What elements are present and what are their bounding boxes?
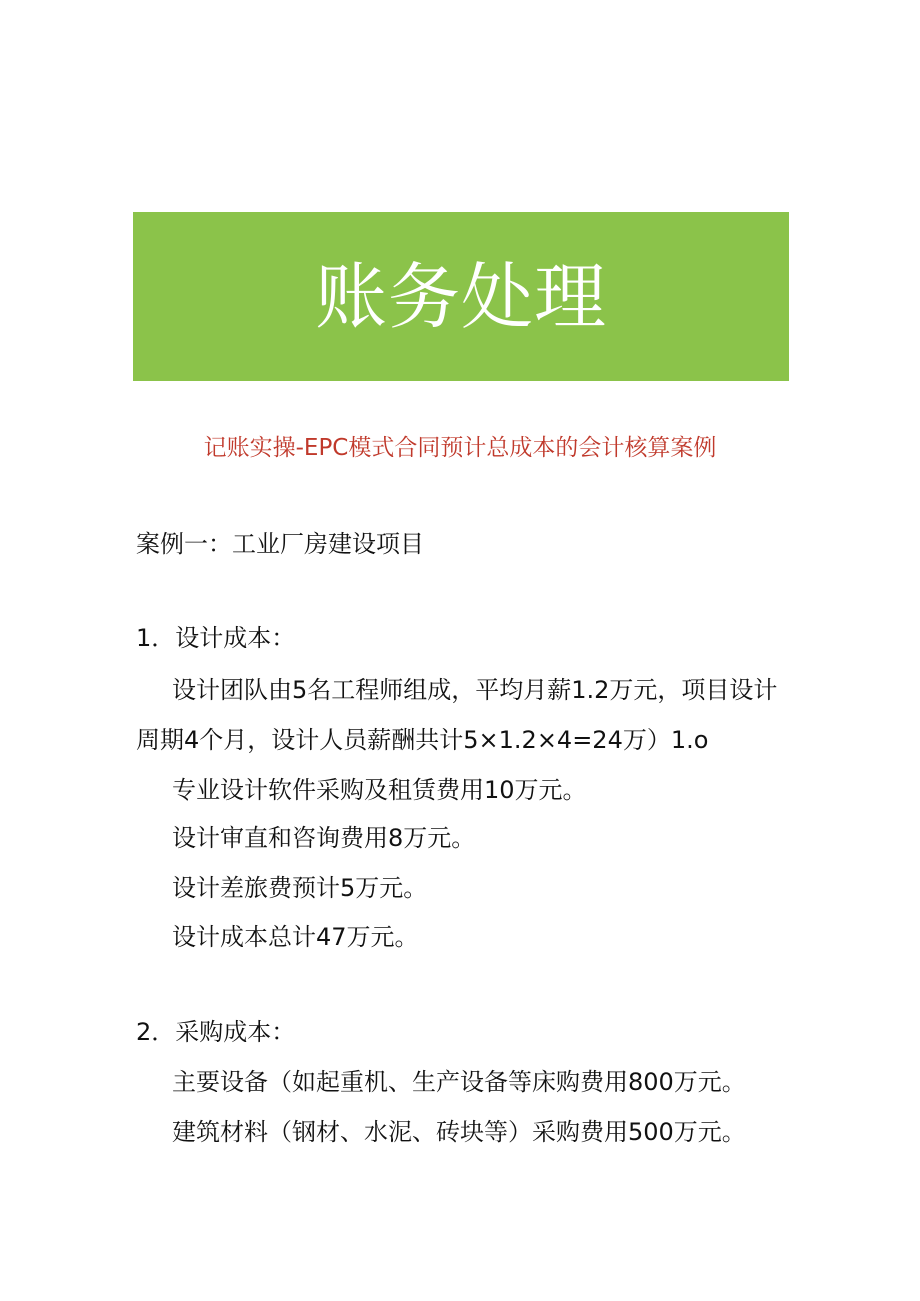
- paragraph-line: 建筑材料（钢材、水泥、砖块等）采购费用500万元。: [172, 1118, 746, 1146]
- paragraph-line: 主要设备（如起重机、生产设备等床购费用800万元。: [172, 1068, 746, 1096]
- case-title: 案例一：工业厂房建设项目: [136, 530, 424, 558]
- title-banner: [133, 212, 789, 381]
- paragraph-line: 设计团队由5名工程师组成，平均月薪1.2万元，项目设计: [172, 676, 778, 704]
- section-heading-design-cost: 1．设计成本：: [136, 624, 296, 652]
- paragraph-line: 设计审直和咨询费用8万元。: [172, 824, 476, 852]
- paragraph-line: 设计成本总计47万元。: [172, 923, 419, 951]
- paragraph-line: 周期4个月，设计人员薪酬共计5×1.2×4=24万）1.o: [136, 726, 709, 754]
- banner-title: 账务处理: [314, 254, 607, 339]
- paragraph-line: 设计差旅费预计5万元。: [172, 874, 428, 902]
- document-subtitle: 记账实操-EPC模式合同预计总成本的会计核算案例: [203, 435, 717, 461]
- paragraph-line: 专业设计软件采购及租赁费用10万元。: [172, 776, 587, 804]
- section-heading-procurement-cost: 2．采购成本：: [136, 1018, 296, 1046]
